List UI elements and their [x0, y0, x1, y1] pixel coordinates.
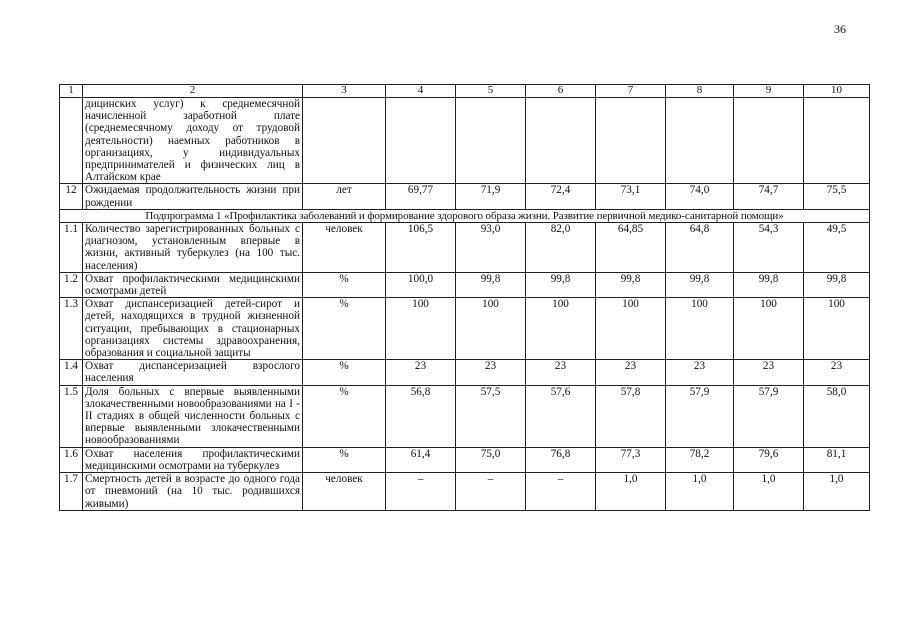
- page-number: 36: [834, 22, 846, 36]
- value-cell: 106,5: [386, 223, 456, 273]
- value-cell: 78,2: [666, 447, 734, 472]
- table-row: [60, 385, 870, 447]
- column-number: 10: [804, 85, 870, 98]
- value-cell: 77,3: [596, 447, 666, 472]
- value-cell: –: [526, 473, 596, 511]
- value-cell: 61,4: [386, 447, 456, 472]
- value-cell: 57,8: [596, 385, 666, 447]
- value-cell: 57,6: [526, 385, 596, 447]
- column-number: 8: [666, 85, 734, 98]
- indicators-table: [59, 84, 870, 511]
- row-number: 1.5: [60, 385, 83, 447]
- row-number: 1.4: [60, 360, 83, 385]
- value-cell: 79,6: [734, 447, 804, 472]
- indicator-name: Охват диспансеризацией взрослого населения: [83, 360, 303, 385]
- value-cell: [666, 98, 734, 184]
- value-cell: –: [456, 473, 526, 511]
- column-number: 3: [303, 85, 386, 98]
- value-cell: 74,7: [734, 184, 804, 209]
- indicator-name: Ожидаемая продолжительность жизни при рождении: [83, 184, 303, 209]
- value-cell: 54,3: [734, 223, 804, 273]
- row-number: 12: [60, 184, 83, 209]
- value-cell: 1,0: [596, 473, 666, 511]
- unit-cell: %: [303, 385, 386, 447]
- value-cell: 76,8: [526, 447, 596, 472]
- value-cell: 71,9: [456, 184, 526, 209]
- value-cell: 64,85: [596, 223, 666, 273]
- value-cell: 100: [526, 298, 596, 360]
- value-cell: [526, 98, 596, 184]
- value-cell: 49,5: [804, 223, 870, 273]
- column-number-header-row: [60, 85, 870, 98]
- value-cell: 75,0: [456, 447, 526, 472]
- value-cell: 69,77: [386, 184, 456, 209]
- value-cell: 100: [456, 298, 526, 360]
- value-cell: 99,8: [456, 272, 526, 297]
- unit-cell: человек: [303, 473, 386, 511]
- column-number: 5: [456, 85, 526, 98]
- value-cell: 100: [386, 298, 456, 360]
- value-cell: 23: [666, 360, 734, 385]
- table-row: [60, 98, 870, 184]
- column-number: 4: [386, 85, 456, 98]
- value-cell: 99,8: [804, 272, 870, 297]
- value-cell: 99,8: [734, 272, 804, 297]
- unit-cell: %: [303, 298, 386, 360]
- indicator-name: Охват населения профилактическими медицинскими осмотрами на туберкулез: [83, 447, 303, 472]
- value-cell: –: [386, 473, 456, 511]
- value-cell: 23: [596, 360, 666, 385]
- value-cell: 1,0: [734, 473, 804, 511]
- value-cell: 75,5: [804, 184, 870, 209]
- value-cell: [456, 98, 526, 184]
- column-number: 7: [596, 85, 666, 98]
- value-cell: 64,8: [666, 223, 734, 273]
- value-cell: 100: [666, 298, 734, 360]
- row-number: 1.2: [60, 272, 83, 297]
- value-cell: [804, 98, 870, 184]
- unit-cell: [303, 98, 386, 184]
- indicator-name: Охват диспансеризацией детей-сирот и детей, находящихся в трудной жизненной ситуации, пребывающих в стационарных организациях системы здравоохранения, образования и социальной защиты: [83, 298, 303, 360]
- column-number: 6: [526, 85, 596, 98]
- value-cell: 57,5: [456, 385, 526, 447]
- value-cell: 56,8: [386, 385, 456, 447]
- indicator-name: Доля больных с впервые выявленными злокачественными новообразованиями на I - II стадиях в общей численности больных с впервые выявленными злокачественными новообразованиями: [83, 385, 303, 447]
- unit-cell: %: [303, 272, 386, 297]
- column-number: 1: [60, 85, 83, 98]
- value-cell: 99,8: [596, 272, 666, 297]
- value-cell: 100: [734, 298, 804, 360]
- table-row: [60, 360, 870, 385]
- unit-cell: лет: [303, 184, 386, 209]
- table-row: [60, 272, 870, 297]
- column-number: 9: [734, 85, 804, 98]
- subprogram-title: Подпрограмма 1 «Профилактика заболеваний и формирование здорового образа жизни. Развитие первичной медико-санитарной помощи»: [60, 209, 870, 222]
- row-number: [60, 98, 83, 184]
- value-cell: [386, 98, 456, 184]
- unit-cell: %: [303, 360, 386, 385]
- indicator-name: Смертность детей в возрасте до одного года от пневмоний (на 10 тыс. родившихся живыми): [83, 473, 303, 511]
- value-cell: 74,0: [666, 184, 734, 209]
- table-row: [60, 447, 870, 472]
- indicator-name: Охват профилактическими медицинскими осмотрами детей: [83, 272, 303, 297]
- value-cell: 99,8: [666, 272, 734, 297]
- value-cell: 93,0: [456, 223, 526, 273]
- value-cell: 23: [386, 360, 456, 385]
- value-cell: 57,9: [666, 385, 734, 447]
- value-cell: 57,9: [734, 385, 804, 447]
- value-cell: 100,0: [386, 272, 456, 297]
- value-cell: 82,0: [526, 223, 596, 273]
- value-cell: [734, 98, 804, 184]
- row-number: 1.7: [60, 473, 83, 511]
- table-row: [60, 223, 870, 273]
- unit-cell: человек: [303, 223, 386, 273]
- value-cell: 58,0: [804, 385, 870, 447]
- value-cell: 23: [526, 360, 596, 385]
- table-row: [60, 298, 870, 360]
- value-cell: 23: [734, 360, 804, 385]
- column-number: 2: [83, 85, 303, 98]
- row-number: 1.1: [60, 223, 83, 273]
- value-cell: 100: [596, 298, 666, 360]
- indicator-name: Количество зарегистрированных больных с диагнозом, установленным впервые в жизни, активный туберкулез (на 100 тыс. населения): [83, 223, 303, 273]
- value-cell: 99,8: [526, 272, 596, 297]
- value-cell: 1,0: [804, 473, 870, 511]
- value-cell: 72,4: [526, 184, 596, 209]
- value-cell: 81,1: [804, 447, 870, 472]
- value-cell: 23: [804, 360, 870, 385]
- indicator-name: дицинских услуг) к среднемесячной начисленной заработной плате (среднемесячному доходу от трудовой деятельности) наемных работников в организациях, у индивидуальных предпринимателей и физических лиц в Алтайском крае: [83, 98, 303, 184]
- value-cell: [596, 98, 666, 184]
- value-cell: 73,1: [596, 184, 666, 209]
- unit-cell: %: [303, 447, 386, 472]
- value-cell: 23: [456, 360, 526, 385]
- table-row: [60, 184, 870, 209]
- row-number: 1.6: [60, 447, 83, 472]
- row-number: 1.3: [60, 298, 83, 360]
- value-cell: 100: [804, 298, 870, 360]
- subprogram-heading-row: [60, 209, 870, 222]
- table-row: [60, 473, 870, 511]
- value-cell: 1,0: [666, 473, 734, 511]
